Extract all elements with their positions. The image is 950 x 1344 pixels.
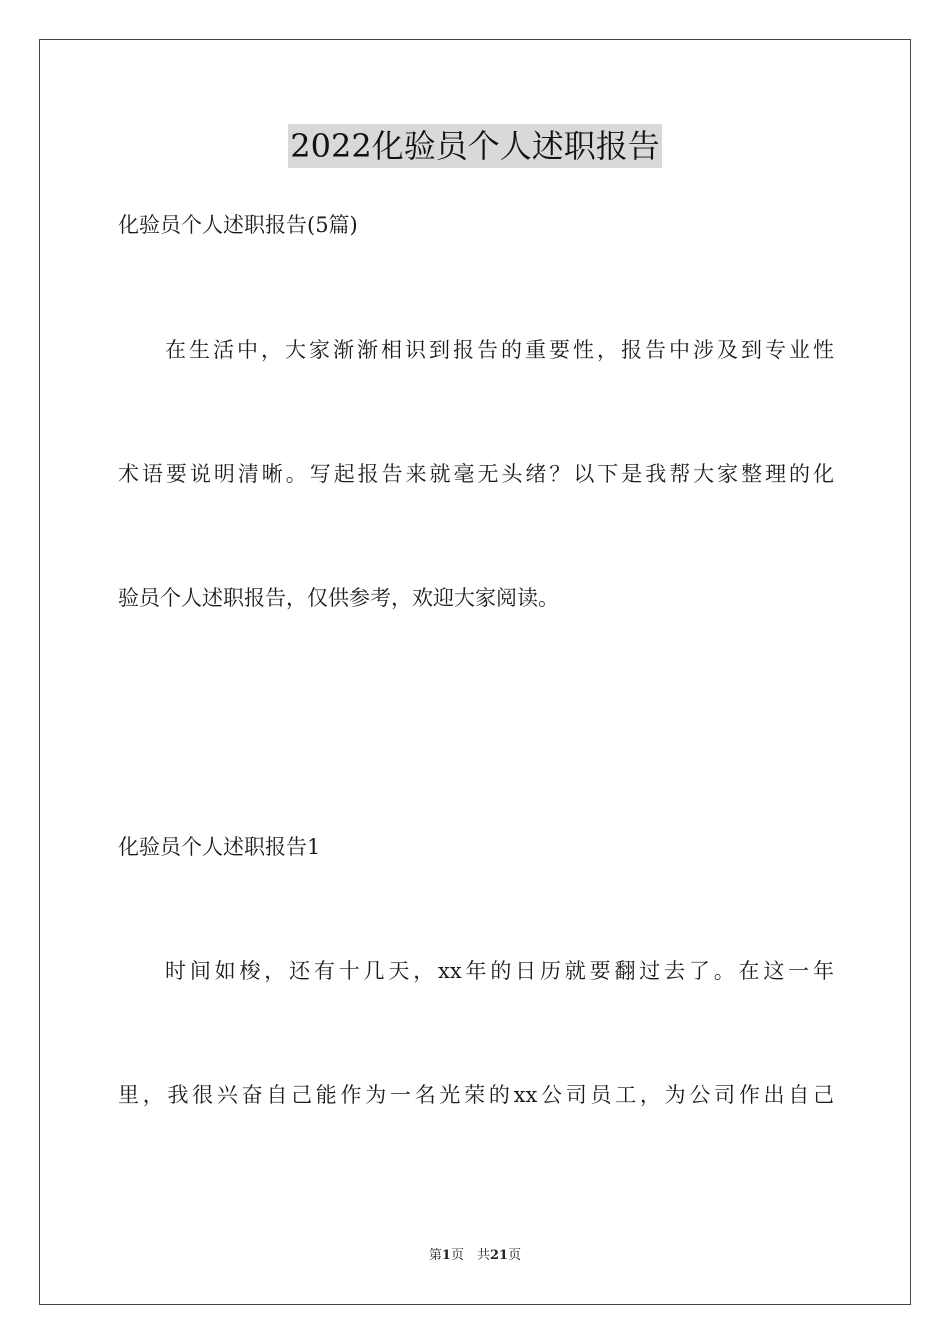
document-subtitle: 化验员个人述职报告(5篇) <box>118 213 358 237</box>
footer-prefix: 第 <box>428 1248 442 1263</box>
footer-suffix: 页 <box>508 1248 522 1263</box>
intro-line-3: 验员个人述职报告，仅供参考，欢迎大家阅读。 <box>118 586 559 610</box>
title-container <box>0 124 950 168</box>
intro-line-1: 在生活中，大家渐渐相识到报告的重要性，报告中涉及到专业性 <box>165 338 834 362</box>
section-line-1: 时间如梭，还有十几天，xx年的日历就要翻过去了。在这一年 <box>165 959 834 983</box>
footer-current-page: 1 <box>441 1248 451 1263</box>
page-footer <box>0 1247 950 1265</box>
document-title: 2022化验员个人述职报告 <box>288 124 661 168</box>
section-line-2: 里，我很兴奋自己能作为一名光荣的xx公司员工，为公司作出自己 <box>118 1083 834 1107</box>
intro-line-2: 术语要说明清晰。写起报告来就毫无头绪？以下是我帮大家整理的化 <box>118 462 834 486</box>
section-heading: 化验员个人述职报告1 <box>118 835 321 859</box>
footer-total-pages: 21 <box>489 1248 509 1263</box>
footer-middle: 页 共 <box>450 1248 490 1263</box>
